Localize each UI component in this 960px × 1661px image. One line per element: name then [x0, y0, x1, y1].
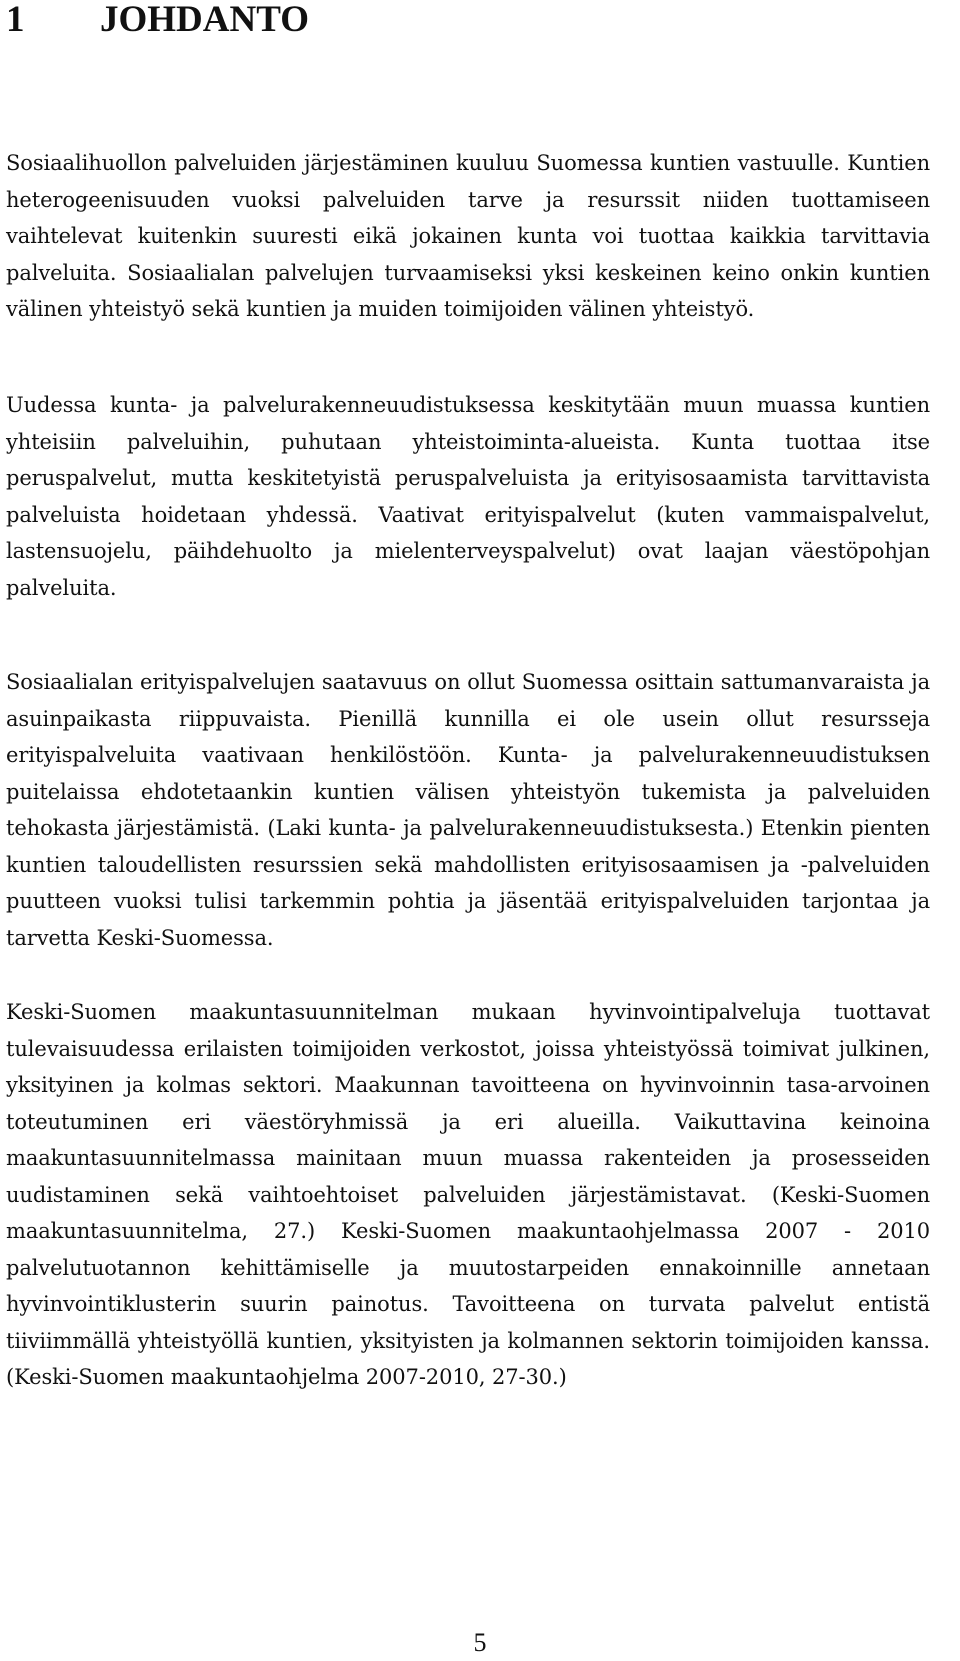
chapter-heading — [6, 0, 309, 40]
paragraph: Sosiaalialan erityispalvelujen saatavuus on ollut Suomessa osittain sattumanvaraista ja asuinpaikasta riippuvaista. Pienillä kunnilla ei ole usein ollut resursseja erityispalveluita vaativaan henkilöstöön. Kunta- ja palvelurakenneuudistuksen puitelaissa ehdotetaankin kuntien välisen yhteistyön tukemista ja palveluiden tehokasta järjestämistä. (Laki kunta- ja palvelurakenneuudistuksesta.) Etenkin pienten kuntien taloudellisten resurssien sekä mahdollisten erityisosaamisen ja -palveluiden puutteen vuoksi tulisi tarkemmin pohtia ja jäsentää erityispalveluiden tarjontaa ja tarvetta Keski-Suomessa. — [6, 670, 930, 950]
page-number: 5 — [473, 1628, 487, 1657]
paragraph: Sosiaalihuollon palveluiden järjestäminen kuuluu Suomessa kuntien vastuulle. Kuntien heterogeenisuuden vuoksi palveluiden tarve ja resurssit niiden tuottamiseen vaihtelevat kuitenkin suuresti eikä jokainen kunta voi tuottaa kaikkia tarvittavia palveluita. Sosiaalialan palvelujen turvaamiseksi yksi keskeinen keino onkin kuntien välinen yhteistyö sekä kuntien ja muiden toimijoiden välinen yhteistyö. — [6, 151, 930, 321]
chapter-number: 1 — [6, 0, 25, 40]
paragraph: Keski-Suomen maakuntasuunnitelman mukaan hyvinvointipalveluja tuottavat tulevaisuudessa erilaisten toimijoiden verkostot, joissa yhteistyössä toimivat julkinen, yksityinen ja kolmas sektori. Maakunnan tavoitteena on hyvinvoinnin tasa-arvoinen toteutuminen eri väestöryhmissä ja eri alueilla. Vaikuttavina keinoina maakuntasuunnitelmassa mainitaan muun muassa rakenteiden ja prosesseiden uudistaminen sekä vaihtoehtoiset palveluiden järjestämistavat. (Keski-Suomen maakuntasuunnitelma, 27.) Keski-Suomen maakuntaohjelmassa 2007 - 2010 palvelutuotannon kehittämiselle ja muutostarpeiden ennakoinnille annetaan hyvinvointiklusterin suurin painotus. Tavoitteena on turvata palvelut entistä tiiviimmällä yhteistyöllä kuntien, yksityisten ja kolmannen sektorin toimijoiden kanssa. (Keski-Suomen maakuntaohjelma 2007-2010, 27-30.) — [6, 1000, 930, 1389]
paragraph: Uudessa kunta- ja palvelurakenneuudistuksessa keskitytään muun muassa kuntien yhteisiin palveluihin, puhutaan yhteistoiminta-alueista. Kunta tuottaa itse peruspalvelut, mutta keskitetyistä peruspalveluista ja erityisosaamista tarvittavista palveluista hoidetaan yhdessä. Vaativat erityispalvelut (kuten vammaispalvelut, lastensuojelu, päihdehuolto ja mielenterveyspalvelut) ovat laajan väestöpohjan palveluita. — [6, 393, 930, 600]
chapter-title: JOHDANTO — [100, 0, 310, 40]
